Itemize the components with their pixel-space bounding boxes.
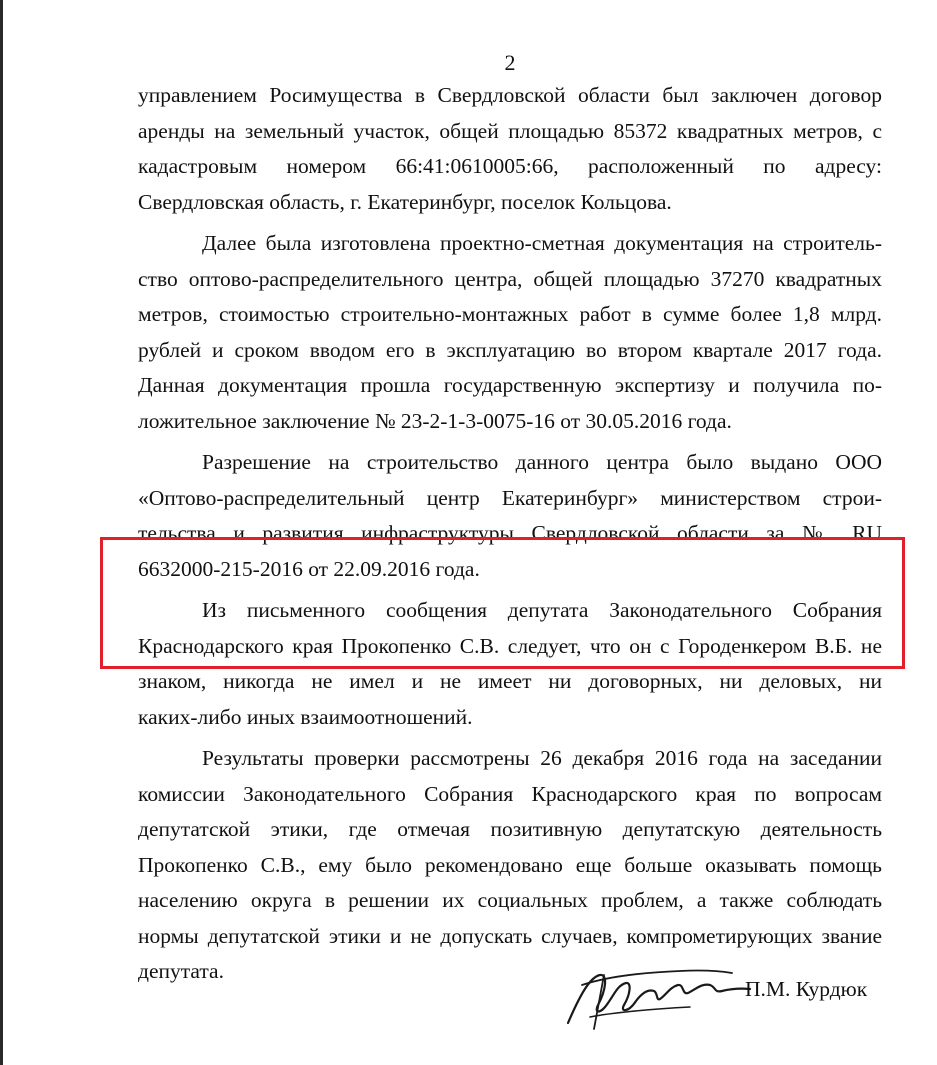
text-line: комиссии Законодательного Собрания Краснодарского края по вопросам <box>138 781 882 806</box>
text-line: кадастровым номером 66:41:0610005:66, расположенный по адресу: <box>138 154 882 178</box>
text-line: Результаты проверки рассмотрены 26 декабря 2016 года на заседании <box>202 746 882 770</box>
text-line: депутатской этики, где отмечая позитивную депутатскую деятельность <box>138 817 882 841</box>
text-line: нормы депутатской этики и не допускать случаев, компрометирующих звание <box>138 923 882 948</box>
text-line: населению округа в решении их социальных проблем, а также соблюдать <box>138 888 882 912</box>
text-line: управлением Росимущества в Свердловской области был заключен договор <box>138 83 882 107</box>
text-line: Далее была изготовлена проектно-сметная документация на строитель- <box>202 231 882 255</box>
text-line: Данная документация прошла государственную экспертизу и получила по- <box>138 373 882 397</box>
text-line: Из письменного сообщения депутата Законодательного Собрания <box>202 598 882 622</box>
text-line: Разрешение на строительство данного центра было выдано ООО <box>202 450 882 474</box>
text-line: тельства и развития инфраструктуры Свердловской области за № RU <box>138 521 882 545</box>
signature-block <box>560 955 900 1035</box>
handwritten-signature <box>560 955 760 1035</box>
paragraph <box>138 445 882 587</box>
text-line: ложительное заключение № 23-2-1-3-0075-16 от 30.05.2016 года. <box>138 408 732 433</box>
text-line: Прокопенко С.В., ему было рекомендовано еще больше оказывать помощь <box>138 852 882 877</box>
paragraph <box>138 78 882 220</box>
text-line: Краснодарского края Прокопенко С.В. следует, что он с Городенкером В.Б. не <box>138 633 882 658</box>
page-left-edge <box>0 0 3 1065</box>
text-line: метров, стоимостью строительно-монтажных работ в сумме более 1,8 млрд. <box>138 302 882 326</box>
text-line: ство оптово-распределительного центра, общей площадью 37270 квадратных <box>138 266 882 291</box>
text-line: каких-либо иных взаимоотношений. <box>138 704 473 729</box>
text-line: 6632000-215-2016 от 22.09.2016 года. <box>138 556 480 581</box>
text-line: депутата. <box>138 959 224 983</box>
signer-name: П.М. Курдюк <box>745 977 868 1001</box>
page-number: 2 <box>504 50 516 75</box>
highlighted-paragraph <box>138 593 882 735</box>
paragraph <box>138 741 882 990</box>
text-line: рублей и сроком вводом его в эксплуатацию во втором квартале 2017 года. <box>138 337 882 362</box>
paragraph <box>138 226 882 439</box>
text-line: «Оптово-распределительный центр Екатеринбург» министерством строи- <box>138 485 882 510</box>
text-line: аренды на земельный участок, общей площадью 85372 квадратных метров, с <box>138 118 882 143</box>
text-line: Свердловская область, г. Екатеринбург, поселок Кольцова. <box>138 189 672 214</box>
text-line: знаком, никогда не имел и не имеет ни договорных, ни деловых, ни <box>138 669 882 693</box>
document-body <box>138 78 882 996</box>
